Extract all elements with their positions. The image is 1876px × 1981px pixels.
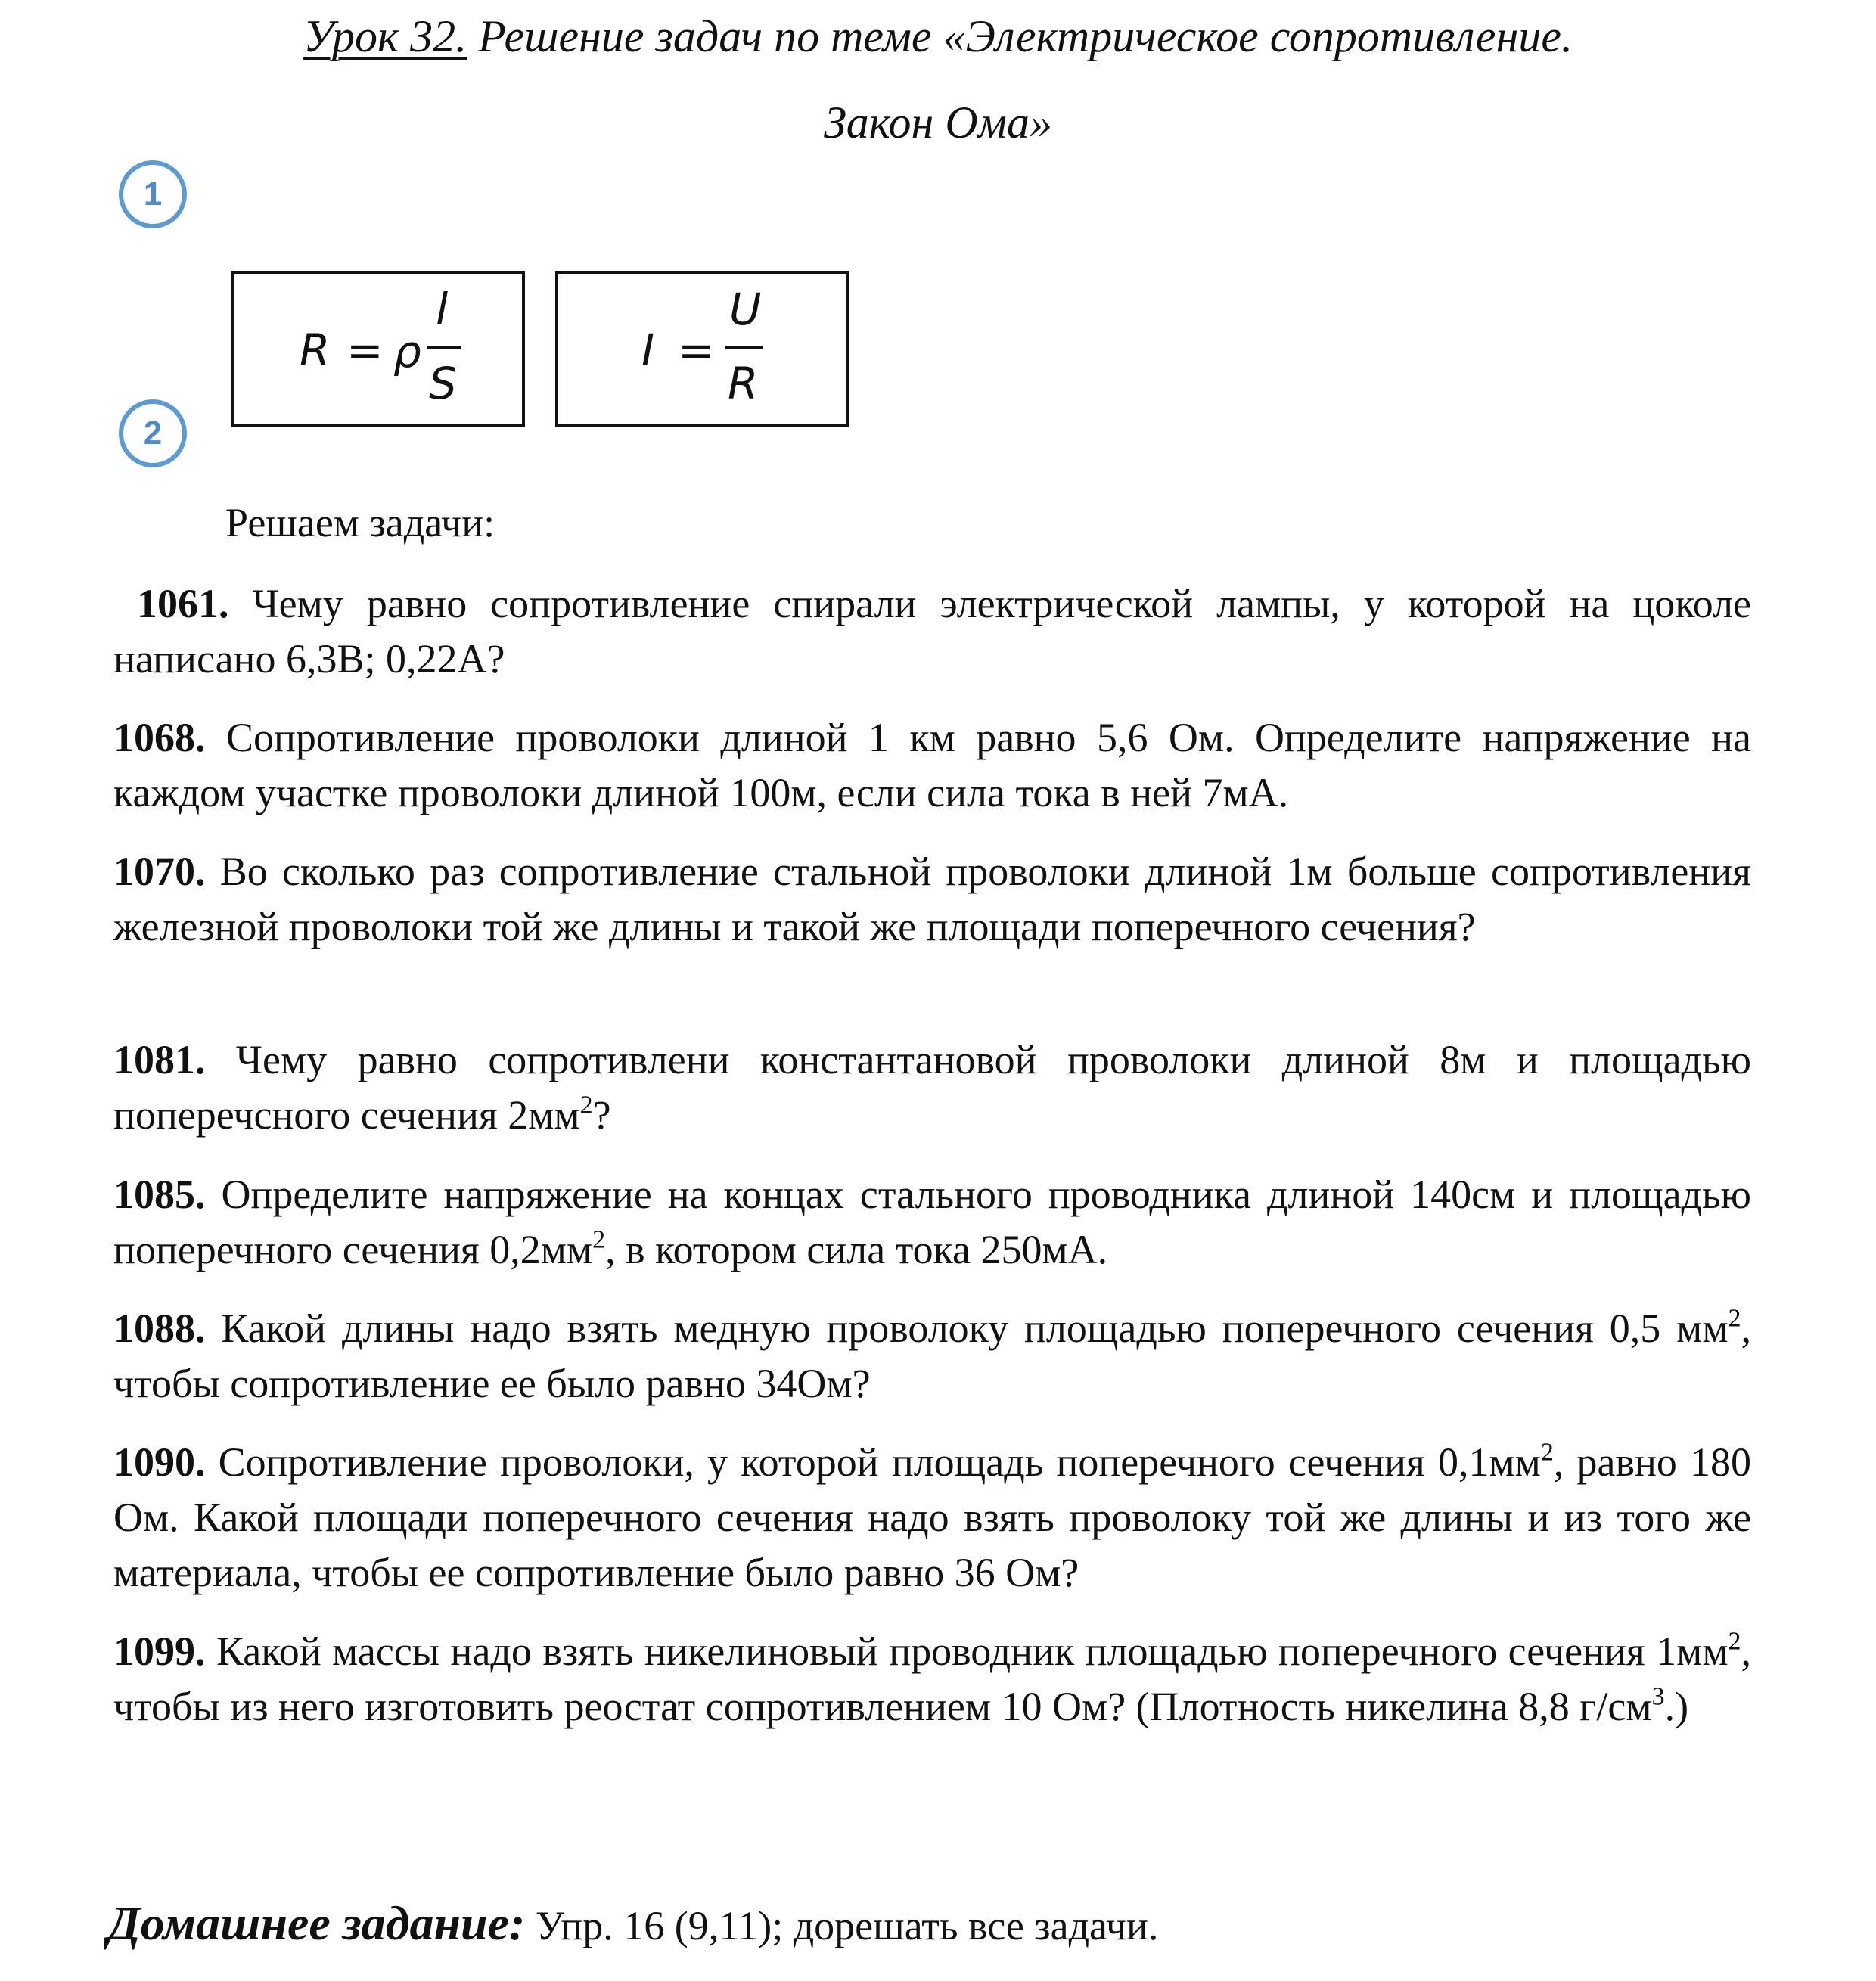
task-text-end: ? (592, 1092, 611, 1138)
formula-r-denominator: S (429, 358, 457, 409)
ohm-law-formula-box (555, 271, 849, 427)
lesson-topic: Решение задач по теме «Электрическое сопротивление. (478, 11, 1573, 61)
formula-i-denominator: R (728, 358, 759, 409)
task-text: Чему равно сопротивление спирали электрической лампы, у которой на цоколе написано 6,3В; 0,22А? (113, 581, 1752, 682)
task-1088 (113, 1301, 1751, 1411)
formula-r-rho: ρ (393, 326, 421, 377)
marker-circle-2: 2 (119, 399, 187, 467)
task-text: Сопротивление проволоки длиной 1 км равно 5,6 Ом. Определите напряжение на каждом участке проволоки длиной 100м, если сила тока в ней 7мА. (113, 715, 1751, 815)
task-text: Какой длины надо взять медную проволоку площадью поперечного сечения 0,5 мм (221, 1306, 1728, 1351)
superscript: 2 (1728, 1627, 1741, 1656)
task-text-end: .) (1664, 1684, 1689, 1729)
formula-r-eq: = (346, 324, 384, 376)
task-number: 1085. (113, 1172, 206, 1217)
task-text-end: , в котором сила тока 250мА. (605, 1227, 1108, 1272)
task-text: Какой массы надо взять никелиновый проводник площадью поперечного сечения 1мм (216, 1629, 1728, 1674)
task-text-mid: , чтобы из него изготовить реостат сопротивлением 10 Ом? (Плотность никелина 8,8 г/см (113, 1629, 1751, 1729)
resistance-formula-box (231, 271, 525, 427)
formula-i-eq: = (678, 324, 715, 376)
task-1099 (113, 1624, 1751, 1734)
formula-i-numerator: U (729, 284, 762, 335)
homework-label: Домашнее задание: (107, 1896, 526, 1950)
task-text: Чему равно сопротивлени константановой проволоки длиной 8м и площадью поперечсного сечения 2мм (113, 1037, 1752, 1138)
superscript: 2 (592, 1225, 606, 1254)
task-text-end: , равно 180 Ом. Какой площади поперечного сечения надо взять проволоку той же длины и из того же материала, чтобы ее сопротивление было равно 36 Ом? (113, 1439, 1751, 1595)
task-text-end: , чтобы сопротивление ее было равно 34Ом? (113, 1306, 1751, 1406)
homework (107, 1896, 1158, 1952)
homework-text: Упр. 16 (9,11); дорешать все задачи. (535, 1903, 1159, 1948)
superscript: 2 (1728, 1304, 1741, 1333)
task-number: 1088. (113, 1306, 206, 1351)
task-number: 1061. (137, 581, 229, 626)
task-number: 1099. (113, 1629, 206, 1674)
task-1068 (113, 710, 1751, 821)
task-number: 1070. (113, 849, 206, 894)
superscript: 2 (1540, 1438, 1554, 1467)
task-1070 (113, 844, 1751, 955)
formula-i-lhs: I (641, 324, 655, 376)
task-1090 (113, 1435, 1751, 1601)
superscript: 2 (579, 1091, 593, 1119)
task-text: Во сколько раз сопротивление стальной проволоки длиной 1м больше сопротивления железной проволоки той же длины и такой же площади поперечного сечения? (113, 849, 1751, 949)
task-text: Определите напряжение на концах стального проводника длиной 140см и площадью поперечного сечения 0,2мм (113, 1172, 1752, 1272)
lesson-title-line2: Закон Ома» (824, 98, 1052, 147)
lesson-number: Урок 32. (303, 11, 467, 61)
task-1085 (113, 1167, 1751, 1278)
marker-circle-1: 1 (119, 160, 187, 228)
task-1061 (113, 576, 1751, 687)
task-1081 (113, 1032, 1751, 1143)
task-number: 1081. (113, 1037, 206, 1082)
formula-i-fraction-bar (725, 346, 763, 349)
task-number: 1068. (113, 715, 206, 760)
formula-r-numerator: l (436, 284, 449, 335)
task-text: Сопротивление проволоки, у которой площадь поперечного сечения 0,1мм (218, 1439, 1541, 1485)
formula-r-lhs: R (300, 324, 331, 376)
tasks-heading: Решаем задачи: (225, 500, 495, 545)
formula-r-fraction-bar (427, 346, 461, 349)
lesson-title-line1 (0, 9, 1876, 64)
task-number: 1090. (113, 1439, 206, 1485)
superscript: 3 (1651, 1682, 1665, 1711)
